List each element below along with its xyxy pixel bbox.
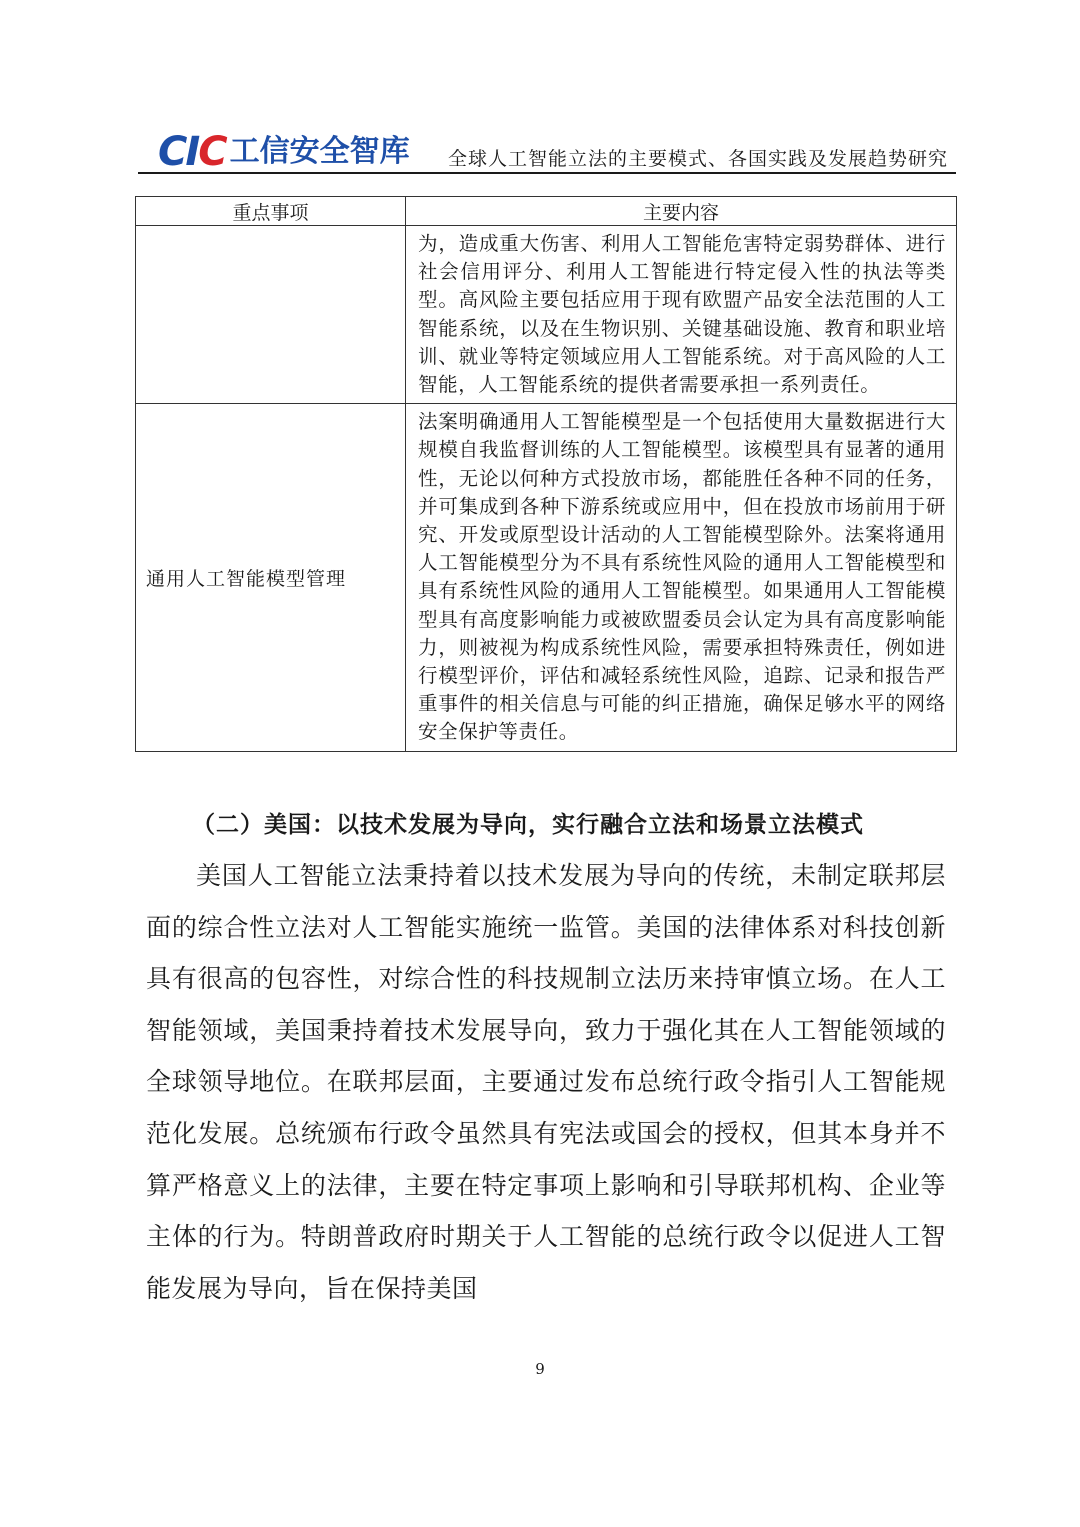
page-number: 9: [535, 1360, 545, 1378]
table-row: [136, 226, 957, 404]
table-cell-item: 通用人工智能模型管理: [136, 404, 406, 751]
table-row: [136, 404, 957, 751]
key-items-table: [135, 196, 957, 752]
table-header-row: [136, 197, 957, 226]
body-paragraph: 美国人工智能立法秉持着以技术发展为导向的传统，未制定联邦层面的综合性立法对人工智能实施统一监管。美国的法律体系对科技创新具有很高的包容性，对综合性的科技规制立法历来持审慎立场。在人工智能领域，美国秉持着技术发展导向，致力于强化其在人工智能领域的全球领导地位。在联邦层面，主要通过发布总统行政令指引人工智能规范化发展。总统颁布行政令虽然具有宪法或国会的授权，但其本身并不算严格意义上的法律，主要在特定事项上影响和引导联邦机构、企业等主体的行为。特朗普政府时期关于人工智能的总统行政令以促进人工智能发展为导向，旨在保持美国: [146, 861, 946, 1303]
table-cell-content: 为，造成重大伤害、利用人工智能危害特定弱势群体、进行社会信用评分、利用人工智能进行特定侵入性的执法等类型。高风险主要包括应用于现有欧盟产品安全法范围的人工智能系统，以及在生物识别、关键基础设施、教育和职业培训、就业等特定领域应用人工智能系统。对于高风险的人工智能，人工智能系统的提供者需要承担一系列责任。: [406, 226, 957, 404]
document-title: 全球人工智能立法的主要模式、各国实践及发展趋势研究: [447, 148, 948, 170]
logo-mark: CIC: [158, 129, 226, 175]
header-divider: [138, 172, 956, 174]
cic-logo: [158, 129, 410, 175]
table-cell-item: [136, 226, 406, 404]
logo-text: 工信安全智库: [229, 134, 410, 169]
column-header-main-content: 主要内容: [406, 197, 957, 226]
column-header-key-item: 重点事项: [136, 197, 406, 226]
section-heading: （二）美国：以技术发展为导向，实行融合立法和场景立法模式: [192, 811, 864, 838]
table-cell-content: 法案明确通用人工智能模型是一个包括使用大量数据进行大规模自我监督训练的人工智能模型。该模型具有显著的通用性，无论以何种方式投放市场，都能胜任各种不同的任务，并可集成到各种下游系统或应用中，但在投放市场前用于研究、开发或原型设计活动的人工智能模型除外。法案将通用人工智能模型分为不具有系统性风险的通用人工智能模型和具有系统性风险的通用人工智能模型。如果通用人工智能模型具有高度影响能力或被欧盟委员会认定为具有高度影响能力，则被视为构成系统性风险，需要承担特殊责任，例如进行模型评价，评估和减轻系统性风险，追踪、记录和报告严重事件的相关信息与可能的纠正措施，确保足够水平的网络安全保护等责任。: [406, 404, 957, 751]
page-header: [138, 128, 956, 174]
